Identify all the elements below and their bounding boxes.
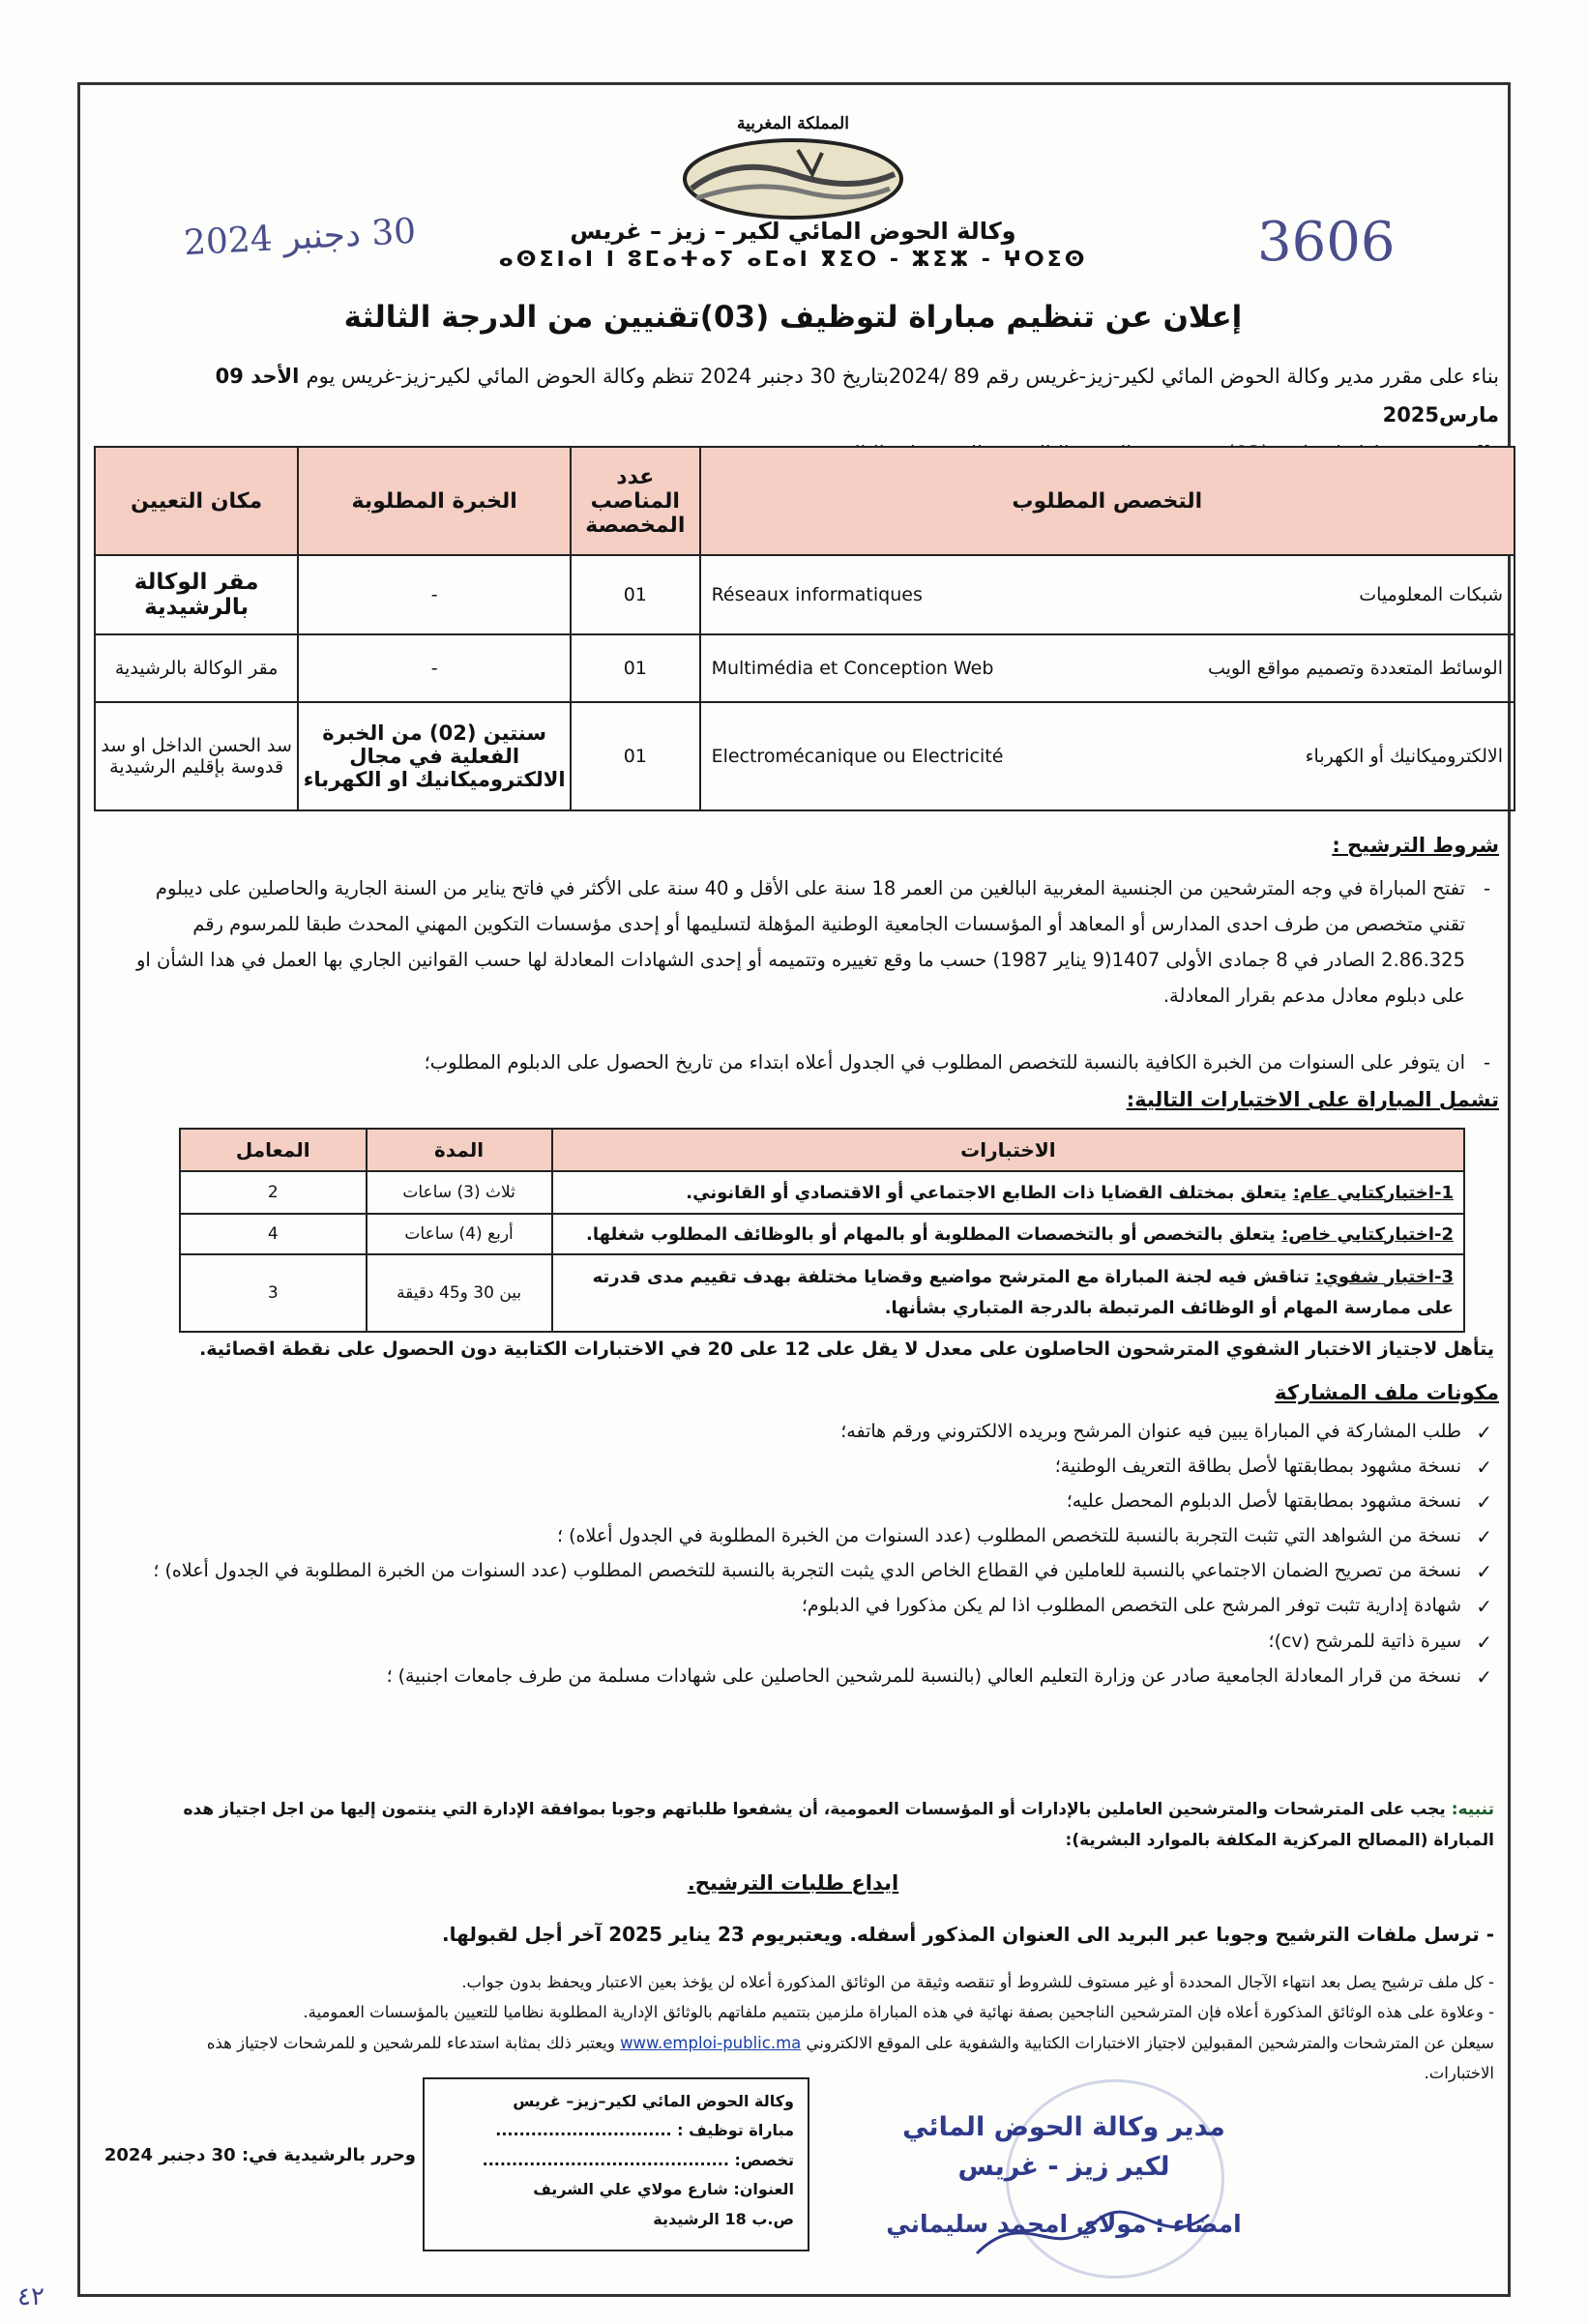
signature-title: مدير وكالة الحوض المائي: [902, 2112, 1225, 2142]
table-row: [180, 1171, 1464, 1214]
oral-exam-note: يتأهل لاجتياز الاختبار الشفوي المترشحون الحاصلون على معدل لا يقل على 12 على 20 في الاختبارات الكتابية دون الحصول على نقطة اقصائية.: [199, 1339, 1494, 1360]
specialty-ar: الوسائط المتعددة وتصميم مواقع الويب: [1207, 658, 1503, 679]
specialty-ar: الالكتروميكانيك أو الكهرباء: [1305, 746, 1503, 767]
exams-table: [179, 1128, 1465, 1333]
exam-name: 1-اختباركتابي عام:: [1292, 1182, 1454, 1203]
specialty-fr: Multimédia et Conception Web: [711, 658, 994, 679]
list-item: ✓ شهادة إدارية تثبت توفر المرشح على التخصص المطلوب اذا لم يكن مذكورا في الدبلوم؛: [135, 1588, 1494, 1623]
experience-cell: -: [298, 555, 571, 634]
col-coefficient: المعامل: [180, 1129, 367, 1171]
list-item: ✓ نسخة مشهود بمطابقتها لأصل الدبلوم المحصل عليه؛: [135, 1484, 1494, 1518]
table-row: [95, 634, 1514, 702]
address-specialty: تخصص: ..........................................: [482, 2150, 794, 2169]
agency-name-arabic: وكالة الحوض المائي لكير – زيز – غريس: [570, 218, 1016, 245]
deadline-end: آخر أجل لقبولها.: [442, 1923, 609, 1946]
late-file-note: - كل ملف ترشيح يصل بعد انتهاء الآجال المحددة أو غير مستوف للشروط أو تنقصه وثيقة من الوثائق المذكورة أعلاه لن يؤخذ بعين الاعتبار ويحفظ بدون جواب.: [461, 1973, 1494, 1991]
location-cell: مقر الوكالة بالرشيدية: [95, 634, 298, 702]
received-date-stamp: 30 دجنبر 2024: [183, 211, 418, 264]
condition-item-2: [135, 1044, 1494, 1080]
coef-cell: 3: [180, 1254, 367, 1332]
specialty-fr: Réseaux informatiques: [711, 584, 923, 605]
table-row: [95, 702, 1514, 810]
address-exam: مباراة توظيف : ..............................: [495, 2121, 794, 2140]
duration-cell: ثلاث (3) ساعات: [367, 1171, 552, 1214]
list-item: ✓ نسخة من الشواهد التي تثبت التجربة بالنسبة للتخصص المطلوب (عدد السنوات من الخبرة المطلوبة في الجدول أعلاه) ؛: [135, 1518, 1494, 1553]
exam-name: 2-اختباركتابي خاص:: [1281, 1223, 1454, 1245]
dash-marker: -: [1483, 877, 1490, 899]
notice-paragraph: [135, 1794, 1494, 1857]
table-row: [95, 555, 1514, 634]
specialty-cell: [700, 555, 1514, 634]
count-cell: 01: [571, 555, 700, 634]
file-heading: مكونات ملف المشاركة: [1275, 1381, 1499, 1404]
signature-name: امضاء : مولاي امحمد سليماني: [886, 2210, 1242, 2238]
exams-heading: تشمل المباراة على الاختبارات التالية:: [1126, 1088, 1499, 1111]
col-location: مكان التعيين: [95, 447, 298, 555]
page-corner-mark: ٤٢: [17, 2282, 44, 2311]
submission-details: [135, 1967, 1494, 2088]
handwritten-reference-number: 3606: [1257, 211, 1396, 274]
condition-text-2: ان يتوفر على السنوات من الخبرة الكافية بالنسبة للتخصص المطلوب في الجدول أعلاه ابتداء من تاريخ الحصول على الدبلوم المطلوب؛: [424, 1051, 1465, 1074]
place-date: وحرر بالرشيدية في: 30 دجنبر 2024: [103, 2145, 416, 2165]
exam-date: الأحد 09 مارس2025: [215, 365, 1499, 427]
additional-docs-note: - وعلاوة على هذه الوثائق المذكورة أعلاه فإن المترشحين الناجحين بصفة نهائية في هذه المباراة ملزمين بتتميم ملفاتهم بالوثائق الإدارية المطلوبة نظاميا للتعيين بالمؤسسات العمومية.: [303, 2003, 1494, 2022]
submission-heading: ايداع طلبات الترشيح.: [687, 1871, 899, 1895]
positions-table: [94, 446, 1515, 811]
file-list: [135, 1414, 1494, 1693]
agency-logo-icon: [677, 135, 909, 222]
table-row: [180, 1214, 1464, 1254]
conditions-heading: شروط الترشيح :: [1332, 834, 1499, 857]
announcement-title: إعلان عن تنظيم مباراة لتوظيف (03)تقنيين من الدرجة الثالثة: [343, 300, 1243, 335]
list-item: ✓ سيرة ذاتية للمرشح (cv)؛: [135, 1624, 1494, 1659]
signature-region: لكير زيز - غريس: [957, 2151, 1170, 2182]
address-box: [423, 2077, 809, 2251]
specialty-cell: [700, 634, 1514, 702]
col-specialty: التخصص المطلوب: [700, 447, 1514, 555]
address-street: العنوان: شارع مولاي علي الشريف: [533, 2180, 794, 2199]
publication-note: [135, 2028, 1494, 2089]
exam-cell: [552, 1254, 1464, 1332]
location-cell: سد الحسن الداخل او سد قدوسة بإقليم الرشيدية: [95, 702, 298, 810]
list-item: ✓ نسخة مشهود بمطابقتها لأصل بطاقة التعريف الوطنية؛: [135, 1449, 1494, 1484]
address-po-box: ص.ب 18 الرشيدية: [653, 2209, 794, 2228]
exam-desc: تناقش فيه لجنة المباراة مع المترشح مواضيع وقضايا مختلفة بهدف تقييم مدى قدرته على ممارسة المهام أو الوظائف المرتبطة بالدرجة المتباري بشأنها.: [592, 1266, 1454, 1318]
publication-text-b: ويعتبر ذلك بمثابة استدعاء للمرشحين و للمرشحات لاجتياز هذه الاختبارات.: [206, 2033, 1494, 2083]
condition-item-1: [135, 870, 1494, 1014]
address-agency: وكالة الحوض المائي لكير–زيز– غريس: [513, 2092, 794, 2110]
notice-text: يجب على المترشحات والمترشحين العاملين بالإدارات أو المؤسسات العمومية، أن يشفعوا طلباتهم وجوبا بموافقة الإدارة التي ينتمون إليها من اجل اجتياز هده المباراة (المصالح المركزية المكلفة بالموارد البشرية):: [183, 1800, 1494, 1851]
duration-cell: بين 30 و45 دقيقة: [367, 1254, 552, 1332]
condition-text-1: تفتح المباراة في وجه المترشحين من الجنسية المغربية البالغين من العمر 18 سنة على الأقل و 40 سنة على الأكثر في فاتح يناير من السنة الجارية والحاصلين على ديبلوم تقني متخصص من طرف احدى المدارس أو المعاهد أو المؤسسات الجامعية الوطنية المؤهلة لتسليمها أو إحدى مؤسسات التكوين المهني المحدث طبقا للمرسوم رقم 2.86.325 الصادر في 8 جمادى الأولى 1407(9 يناير 1987) حسب ما وقع تغييره وتتميمه أو إحدى الشهادات المعادلة لها حسب القوانين الجاري بها العمل في هدا الشأن او على دبلوم معادل مدعم بقرار المعادلة.: [136, 877, 1465, 1008]
website-link[interactable]: www.emploi-public.ma: [620, 2033, 802, 2052]
signature-scribble-icon: [967, 2195, 1219, 2273]
publication-text-a: سيعلن عن المترشحات والمترشحين المقبولين لاجتياز الاختبارات الكتابية والشفوية على الموقع الالكتروني: [806, 2033, 1494, 2052]
specialty-cell: [700, 702, 1514, 810]
exam-desc: يتعلق بالتخصص أو بالتخصصات المطلوبة أو بالمهام أو بالوظائف المطلوب شغلها.: [586, 1223, 1282, 1245]
experience-cell: -: [298, 634, 571, 702]
kingdom-label: المملكة المغربية: [737, 114, 849, 133]
positions-header-row: [95, 447, 1514, 555]
col-count: عدد المناصب المخصصة: [571, 447, 700, 555]
col-experience: الخبرة المطلوبة: [298, 447, 571, 555]
list-item: ✓ طلب المشاركة في المباراة يبين فيه عنوان المرشح وبريده الالكتروني ورقم هاتفه؛: [135, 1414, 1494, 1449]
experience-cell: سنتين (02) من الخبرة الفعلية في مجال الالكتروميكانيك او الكهرباء: [298, 702, 571, 810]
duration-cell: أربع (4) ساعات: [367, 1214, 552, 1254]
list-item: ✓ نسخة من تصريح الضمان الاجتماعي بالنسبة للعاملين في القطاع الخاص الدي يثبت التجربة بالنسبة للتخصص المطلوب (عدد السنوات من الخبرة المطلوبة في الجدول أعلاه) ؛: [135, 1553, 1494, 1588]
intro-line1: بناء على مقرر مدير وكالة الحوض المائي لكير-زيز-غريس رقم 89 /2024بتاريخ 30 دجنبر 2024 تنظم وكالة الحوض المائي لكير-زيز-غريس يوم: [306, 365, 1499, 388]
exam-cell: [552, 1214, 1464, 1254]
exam-desc: يتعلق بمختلف القضايا ذات الطابع الاجتماعي أو الاقتصادي أو القانوني.: [686, 1182, 1293, 1203]
location-cell: مقر الوكالة بالرشيدية: [95, 555, 298, 634]
agency-name-tifinagh: ⴰⵙⵉⵏⴰⵏ ⵏ ⵓⵎⴰⵜⴰⵢ ⴰⵎⴰⵏ ⴳⵉⵔ - ⵣⵉⵣ - ⵖⵔⵉⵙ: [498, 248, 1088, 272]
col-exam: الاختبارات: [552, 1129, 1464, 1171]
coef-cell: 2: [180, 1171, 367, 1214]
submission-deadline: [135, 1923, 1494, 1946]
specialty-fr: Electromécanique ou Electricité: [711, 746, 1004, 767]
col-duration: المدة: [367, 1129, 552, 1171]
exam-cell: [552, 1171, 1464, 1214]
deadline-date: 23 يناير 2025: [608, 1923, 751, 1946]
notice-label: تنبيه:: [1451, 1800, 1494, 1819]
count-cell: 01: [571, 634, 700, 702]
specialty-ar: شبكات المعلوميات: [1359, 584, 1503, 605]
table-row: [180, 1254, 1464, 1332]
deadline-line: - ترسل ملفات الترشيح وجوبا عبر البريد الى العنوان المذكور أسفله. ويعتبريوم: [750, 1923, 1494, 1946]
dash-marker: -: [1483, 1051, 1490, 1074]
count-cell: 01: [571, 702, 700, 810]
coef-cell: 4: [180, 1214, 367, 1254]
list-item: ✓ نسخة من قرار المعادلة الجامعية صادر عن وزارة التعليم العالي (بالنسبة للمرشحين الحاصلين على شهادات مسلمة من طرف جامعات اجنبية) ؛: [135, 1659, 1494, 1693]
exam-name: 3-اختبار شفوي:: [1315, 1266, 1454, 1287]
exams-header-row: [180, 1129, 1464, 1171]
